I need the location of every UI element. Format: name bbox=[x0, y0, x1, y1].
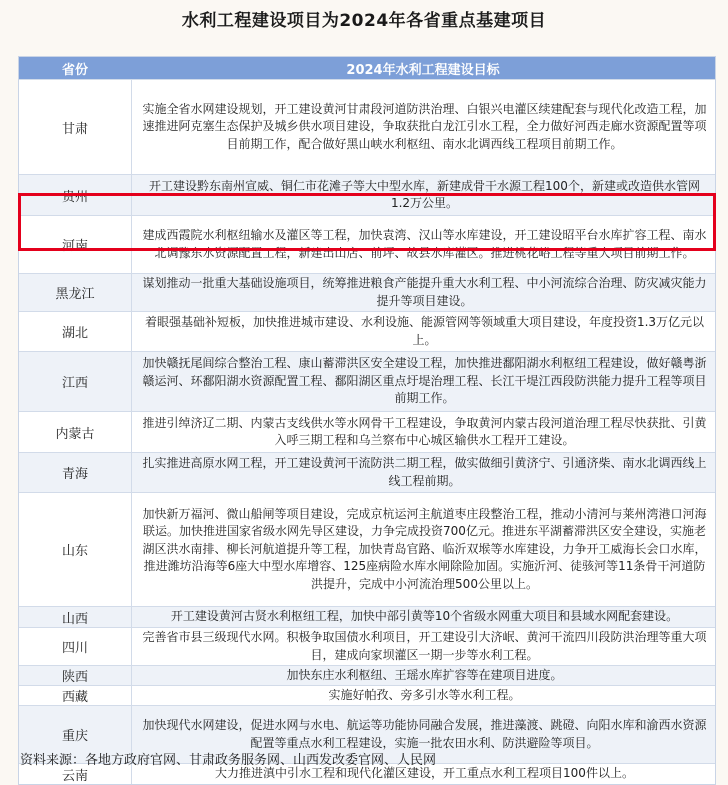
province-cell: 河南 bbox=[19, 216, 132, 273]
column-header-goal: 2024年水利工程建设目标 bbox=[346, 62, 500, 78]
table-row bbox=[19, 351, 715, 411]
province-cell: 贵州 bbox=[19, 175, 132, 215]
province-cell: 云南 bbox=[19, 764, 132, 784]
province-cell: 四川 bbox=[19, 628, 132, 665]
table-row bbox=[19, 215, 715, 273]
goal-cell: 实施全省水网建设规划，开工建设黄河甘肃段河道防洪治理、白银兴电灌区续建配套与现代化改造工程，加速推进阿克塞生态保护及城乡供水项目建设，争取获批白龙江引水工程，全力做好河西走廊水资源配置等项目前期工作，配合做好黑山峡水利枢纽、南水北调西线工程项目前期工作。 bbox=[142, 101, 707, 151]
table-row bbox=[19, 411, 715, 452]
province-cell: 重庆 bbox=[19, 706, 132, 763]
province-cell: 内蒙古 bbox=[19, 412, 132, 452]
province-cell: 甘肃 bbox=[19, 80, 132, 174]
province-cell: 山西 bbox=[19, 607, 132, 627]
goal-cell: 推进引绰济辽二期、内蒙古支线供水等水网骨干工程建设，争取黄河内蒙古段河道治理工程尽快获批、引黄入呼三期工程和乌兰察布中心城区输供水工程开工建设。 bbox=[142, 415, 707, 447]
column-header-province: 省份 bbox=[61, 62, 88, 78]
goal-cell: 着眼强基础补短板，加快推进城市建设、水利设施、能源管网等领域重大项目建设，年度投资1.3万亿元以上。 bbox=[144, 315, 705, 347]
goal-cell: 实施好帕孜、旁多引水等水利工程。 bbox=[328, 687, 521, 702]
goal-cell: 谋划推动一批重大基础设施项目，统筹推进粮食产能提升重大水利工程、中小河流综合治理、防灾减灾能力提升等项目建设。 bbox=[142, 276, 707, 308]
table-row bbox=[19, 685, 715, 705]
table-row bbox=[19, 665, 715, 685]
goal-cell: 开工建设黄河古贤水利枢纽工程，加快中部引黄等10个省级水网重大项目和县域水网配套建设。 bbox=[170, 609, 679, 624]
goal-cell: 加快新万福河、微山船闸等项目建设，完成京杭运河主航道枣庄段整治工程，推动小清河与莱州湾港口河海联运。加快推进国家省级水网先导区建设，力争完成投资700亿元。推进东平湖蓄滞洪区安全建设，实施老湖区洪水南排、柳长河航道提升等工程，加快青岛官路、临沂双堠等水库建设，力争开工威海长会口水库，推进潍坊沿海等6座大中型水库增容、125座病险水库水闸除险加固。实施沂河、徒骇河等11条骨干河道防洪提升，完成中小河流治理500公里以上。 bbox=[142, 506, 707, 591]
province-cell: 湖北 bbox=[19, 312, 132, 351]
province-cell: 西藏 bbox=[19, 686, 132, 705]
province-cell: 青海 bbox=[19, 453, 132, 492]
goal-cell: 完善省市县三级现代水网。积极争取国债水利项目，开工建设引大济岷、黄河干流四川段防洪治理等重大项目，建成向家坝灌区一期一步等水利工程。 bbox=[142, 630, 707, 662]
table-row bbox=[19, 311, 715, 351]
goal-cell: 大力推进滇中引水工程和现代化灌区建设，开工重点水利工程项目100件以上。 bbox=[215, 766, 634, 781]
table-row bbox=[19, 492, 715, 606]
province-cell: 陕西 bbox=[19, 666, 132, 685]
goal-cell: 建成西霞院水利枢纽输水及灌区等工程，加快袁湾、汉山等水库建设，开工建设昭平台水库扩容工程、南水北调豫东水资源配置工程，新建出山店、前坪、故县水库灌区。推进桃花峪工程等重大项目前期工作。 bbox=[142, 228, 707, 260]
goal-cell: 加快东庄水利枢纽、王瑶水库扩容等在建项目进度。 bbox=[286, 667, 563, 682]
table-header bbox=[19, 57, 715, 79]
goal-cell: 开工建设黔东南州宣威、铜仁市花滩子等大中型水库，新建成骨干水源工程100个，新建或改造供水管网1.2万公里。 bbox=[149, 178, 700, 210]
table-row bbox=[19, 606, 715, 627]
goal-cell: 加快现代水网建设，促进水网与水电、航运等功能协同融合发展，推进藻渡、跳磴、向阳水库和渝西水资源配置等重点水利工程建设，实施一批农田水利、防洪避险等项目。 bbox=[142, 718, 707, 750]
table-row bbox=[19, 273, 715, 311]
province-cell: 黑龙江 bbox=[19, 274, 132, 311]
goal-cell: 加快赣抚尾闾综合整治工程、康山蓄滞洪区安全建设工程，加快推进鄱阳湖水利枢纽工程建设，做好赣粤浙赣运河、环鄱阳湖水资源配置工程、鄱阳湖区重点圩堤治理工程、长江干堤江西段防洪能力提升工程等项目前期工作。 bbox=[142, 356, 707, 406]
table-row bbox=[19, 174, 715, 215]
table-row bbox=[19, 79, 715, 174]
projects-table bbox=[18, 56, 716, 785]
province-cell: 江西 bbox=[19, 352, 132, 411]
table-row bbox=[19, 627, 715, 665]
goal-cell: 扎实推进高原水网工程，开工建设黄河干流防洪二期工程，做实做细引黄济宁、引通济柴、南水北调西线上线工程前期。 bbox=[142, 456, 707, 488]
table-row bbox=[19, 452, 715, 492]
page-title: 水利工程建设项目为2024年各省重点基建项目 bbox=[181, 11, 547, 31]
province-cell: 山东 bbox=[19, 493, 132, 606]
source-note: 资料来源：各地方政府官网、甘肃政务服务网、山西发改委官网、人民网 bbox=[20, 753, 437, 768]
